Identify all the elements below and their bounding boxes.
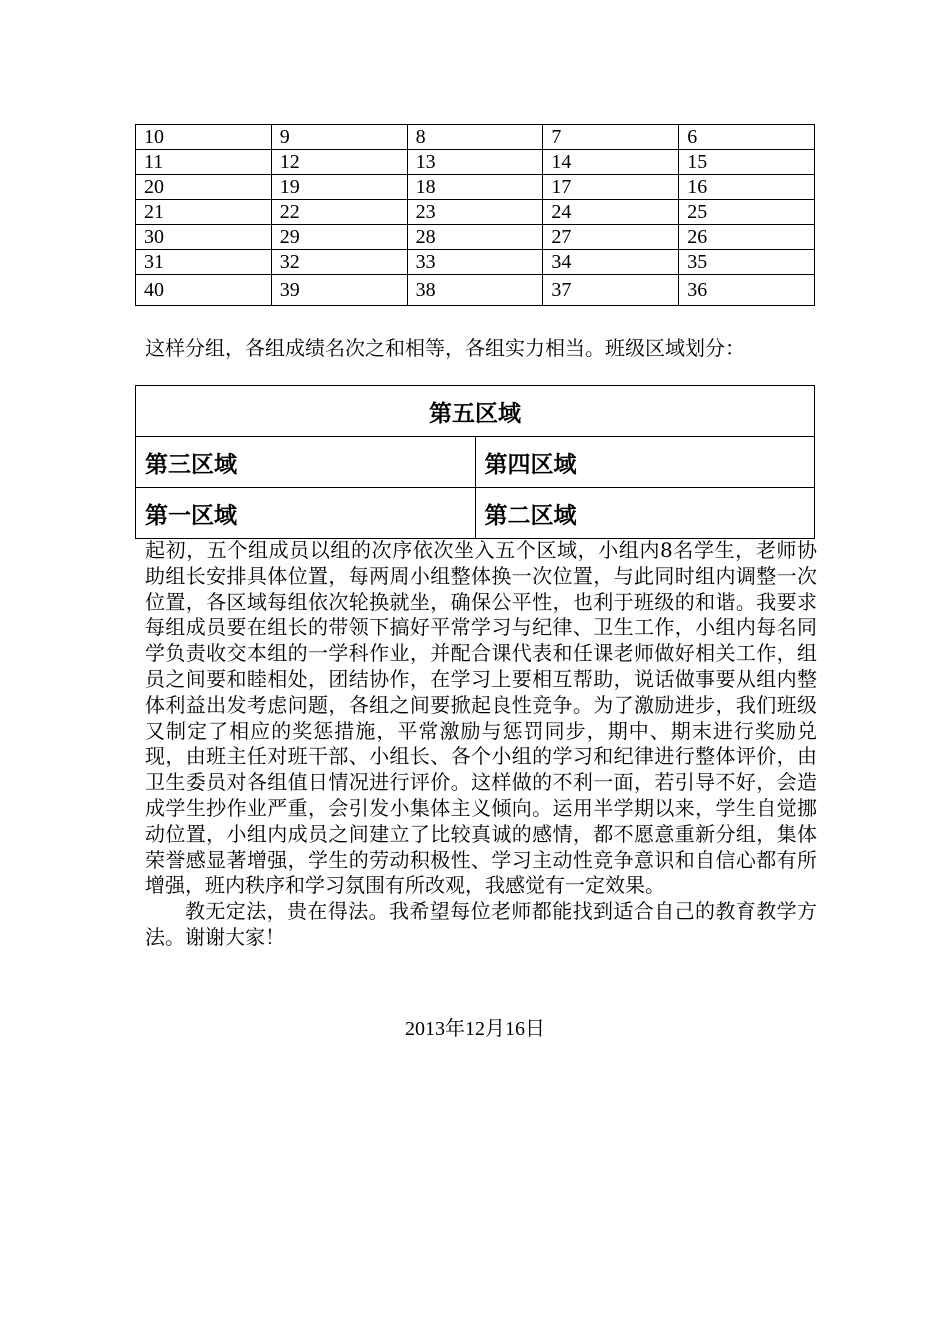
table-cell: 26 (679, 225, 815, 250)
intro-text: 这样分组，各组成绩名次之和相等，各组实力相当。班级区域划分： (145, 336, 745, 360)
table-cell: 32 (271, 250, 407, 275)
table-cell: 31 (136, 250, 272, 275)
region-table (135, 385, 815, 539)
table-cell: 38 (407, 275, 543, 306)
table-cell: 9 (271, 125, 407, 150)
table-cell: 21 (136, 200, 272, 225)
table-cell: 10 (136, 125, 272, 150)
table-row (136, 225, 815, 250)
date: 2013年12月16日 (405, 1018, 545, 1040)
table-cell: 6 (679, 125, 815, 150)
seat-number-table (135, 124, 815, 306)
table-cell: 29 (271, 225, 407, 250)
table-cell: 24 (543, 200, 679, 225)
paragraph-2: 教无定法，贵在得法。我希望每位老师都能找到适合自己的教育教学方法。谢谢大家！ (145, 899, 817, 949)
region-two: 第二区域 (475, 488, 815, 539)
table-cell: 18 (407, 175, 543, 200)
table-cell: 7 (543, 125, 679, 150)
table-cell: 33 (407, 250, 543, 275)
table-row (136, 200, 815, 225)
table-row (136, 250, 815, 275)
table-cell: 16 (679, 175, 815, 200)
table-cell: 23 (407, 200, 543, 225)
table-cell: 40 (136, 275, 272, 306)
table-row (136, 275, 815, 306)
region-one: 第一区域 (136, 488, 476, 539)
table-cell: 20 (136, 175, 272, 200)
table-row (136, 175, 815, 200)
table-cell: 8 (407, 125, 543, 150)
table-cell: 13 (407, 150, 543, 175)
table-cell: 15 (679, 150, 815, 175)
table-cell: 28 (407, 225, 543, 250)
table-cell: 30 (136, 225, 272, 250)
table-cell: 27 (543, 225, 679, 250)
table-cell: 17 (543, 175, 679, 200)
table-cell: 25 (679, 200, 815, 225)
region-three: 第三区域 (136, 437, 476, 488)
table-cell: 36 (679, 275, 815, 306)
paragraph-1: 起初，五个组成员以组的次序依次坐入五个区域，小组内8名学生，老师协助组长安排具体位置，每两周小组整体换一次位置，与此同时组内调整一次位置，各区域每组依次轮换就坐，确保公平性，也利于班级的和谐。我要求每组成员要在组长的带领下搞好平常学习与纪律、卫生工作，小组内每名同学负责收交本组的一学科作业，并配合课代表和任课老师做好相关工作，组员之间要和睦相处，团结协作，在学习上要相互帮助，说话做事要从组内整体利益出发考虑问题，各组之间要掀起良性竞争。为了激励进步，我们班级又制定了相应的奖惩措施，平常激励与惩罚同步，期中、期末进行奖励兑现，由班主任对班干部、小组长、各个小组的学习和纪律进行整体评价，由卫生委员对各组值日情况进行评价。这样做的不利一面，若引导不好，会造成学生抄作业严重，会引发小集体主义倾向。运用半学期以来，学生自觉挪动位置，小组内成员之间建立了比较真诚的感情，都不愿意重新分组，集体荣誉感显著增强，学生的劳动积极性、学习主动性竞争意识和自信心都有所增强，班内秩序和学习氛围有所改观，我感觉有一定效果。 (145, 538, 817, 898)
table-cell: 12 (271, 150, 407, 175)
table-cell: 34 (543, 250, 679, 275)
table-row (136, 150, 815, 175)
body-text (145, 538, 817, 951)
table-cell: 37 (543, 275, 679, 306)
table-cell: 22 (271, 200, 407, 225)
table-cell: 35 (679, 250, 815, 275)
table-cell: 19 (271, 175, 407, 200)
table-cell: 14 (543, 150, 679, 175)
table-row (136, 125, 815, 150)
table-cell: 11 (136, 150, 272, 175)
table-cell: 39 (271, 275, 407, 306)
region-four: 第四区域 (475, 437, 815, 488)
region-five: 第五区域 (136, 386, 815, 437)
